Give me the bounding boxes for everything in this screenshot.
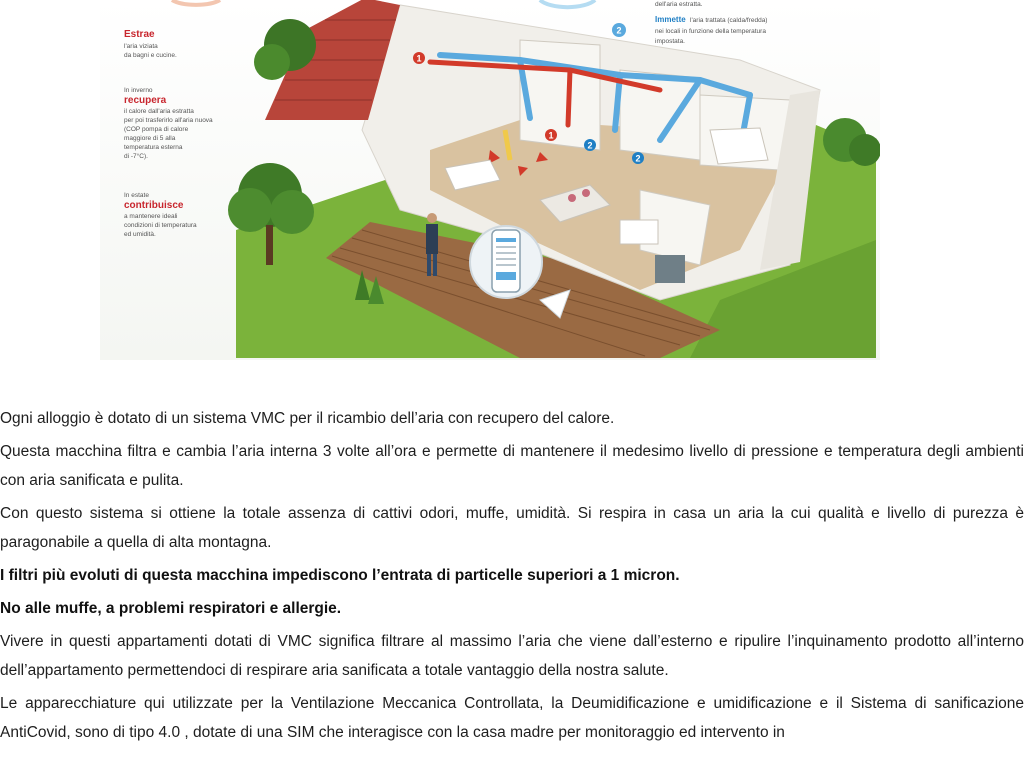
svg-text:l'aria viziata: l'aria viziata [124, 43, 158, 50]
desk [620, 220, 658, 244]
vmc-house-infographic [100, 0, 880, 360]
smartphone-app-magnifier [470, 226, 542, 298]
paragraph-living-benefits: Vivere in questi appartamenti dotati di VMC significa filtrare al massimo l’aria che viene dall’esterno e ripulire l’inquinamento prodotto all’interno dell’appartamento permettendoci di respirare aria sanificata a totale vantaggio della nostra salute. [0, 633, 1024, 679]
svg-text:dell'aria estratta.: dell'aria estratta. [655, 1, 703, 8]
svg-text:da bagni e cucine.: da bagni e cucine. [124, 52, 177, 59]
paragraph-air-exchange: Questa macchina filtra e cambia l’aria interna 3 volte all’ora e permette di mantenere il medesimo livello di pressione e temperatura degli ambienti con aria sanificata e pulita. [0, 443, 1024, 489]
svg-text:impostata.: impostata. [655, 38, 685, 45]
marker-1-label: 1 [416, 53, 422, 64]
window-opening [655, 255, 685, 283]
paragraph-equipment: Le apparecchiature qui utilizzate per la Ventilazione Meccanica Controllata, la Deumidificazione e umidificazione e il Sistema di sanificazione AntiCovid, sono di tipo 4.0 , dotate di una SIM che interagisce con la casa madre per monitoraggio ed intervento in [0, 695, 1024, 741]
svg-text:(COP pompa di calore: (COP pompa di calore [124, 126, 189, 133]
svg-text:2: 2 [616, 25, 622, 36]
paragraph-vmc-intro: Ogni alloggio è dotato di un sistema VMC per il ricambio dell’aria con recupero del calore. [0, 410, 615, 427]
svg-text:a mantenere ideali: a mantenere ideali [124, 213, 178, 220]
svg-text:Immette: Immette [655, 15, 686, 24]
bed [710, 128, 768, 164]
svg-text:In inverno: In inverno [124, 87, 153, 94]
svg-text:contribuisce: contribuisce [124, 200, 184, 211]
article-body [0, 404, 1024, 747]
svg-text:per poi trasferirlo all'aria n: per poi trasferirlo all'aria nuova [124, 117, 213, 124]
svg-text:di -7°C).: di -7°C). [124, 153, 148, 160]
svg-text:il calore dall'aria estratta: il calore dall'aria estratta [124, 108, 194, 115]
svg-text:l'aria trattata (calda/fredda): l'aria trattata (calda/fredda) [690, 17, 768, 24]
paragraph-filters-highlight: I filtri più evoluti di questa macchina impediscono l’entrata di particelle superiori a 1 micron. [0, 567, 680, 584]
svg-text:In estate: In estate [124, 192, 149, 199]
svg-text:recupera: recupera [124, 95, 167, 106]
paragraph-air-quality: Con questo sistema si ottiene la totale assenza di cattivi odori, muffe, umidità. Si respira in casa un aria la cui qualità e livello di purezza è paragonabile a quella di alta montagna. [0, 505, 1024, 551]
svg-text:temperatura esterna: temperatura esterna [124, 144, 183, 151]
svg-text:ed umidità.: ed umidità. [124, 231, 156, 238]
marker-1-return-label: 1 [548, 130, 554, 141]
svg-text:maggiore di 5 alla: maggiore di 5 alla [124, 135, 176, 142]
paragraph-no-mold-highlight: No alle muffe, a problemi respiratori e allergie. [0, 600, 342, 617]
svg-text:Estrae: Estrae [124, 29, 155, 40]
marker-2-label: 2 [587, 140, 593, 151]
svg-text:nei locali in funzione della t: nei locali in funzione della temperatura [655, 28, 766, 35]
marker-2-b-label: 2 [635, 153, 641, 164]
svg-text:condizioni di temperatura: condizioni di temperatura [124, 222, 197, 229]
